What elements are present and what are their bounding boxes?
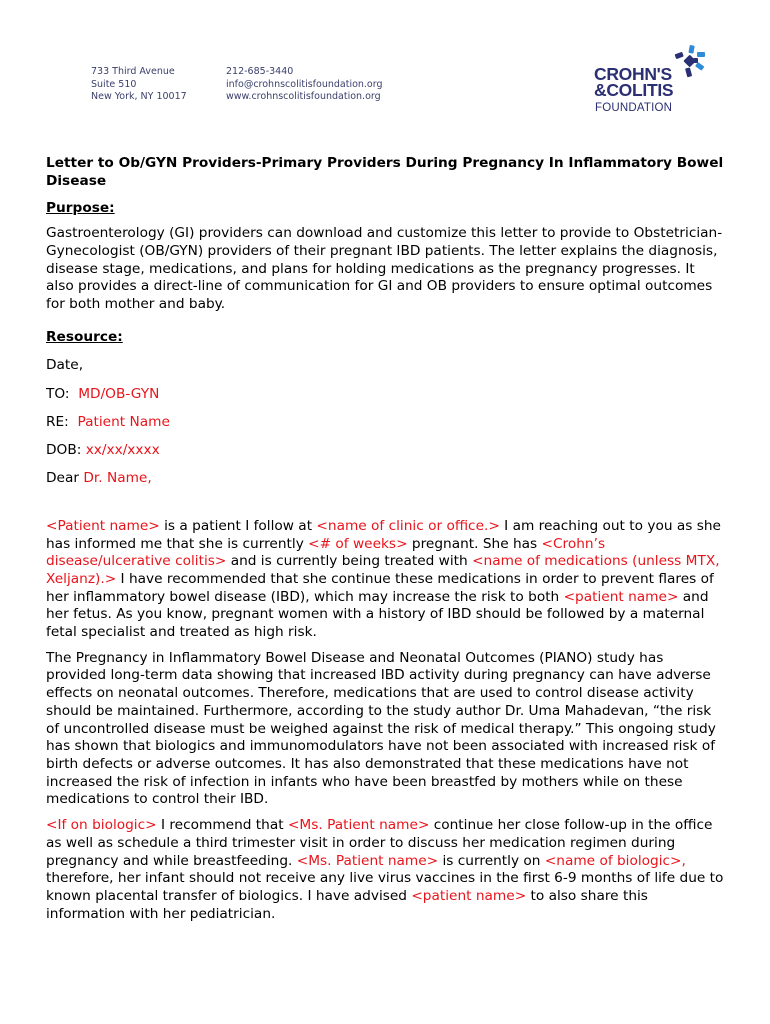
paragraph-3 [46, 817, 726, 923]
letter-body [46, 155, 726, 931]
foundation-address [91, 66, 187, 104]
dear-label: Dear [46, 470, 79, 487]
dob-label: DOB: [46, 441, 82, 458]
foundation-contact [226, 66, 383, 104]
placeholder-weeks: <# of weeks> [308, 535, 408, 552]
text-run: I am reaching out to you as she has informed me that she is currently [46, 517, 721, 552]
to-label: TO: [46, 385, 70, 402]
placeholder-medications: <name of medications (unless MTX, Xeljanz).> [46, 553, 720, 587]
contact-email: info@crohnscolitisfoundation.org [226, 78, 383, 90]
address-line-3: New York, NY 10017 [91, 91, 187, 102]
paragraph-2: The Pregnancy in Inflammatory Bowel Disease and Neonatal Outcomes (PIANO) study has provided long-term data showing that increased IBD activity during pregnancy can have adverse effects on neonatal outcomes. Therefore, medications that are used to control disease activity should be maintained. Furthermore, according to the study author Dr. Uma Mahadevan, “the risk of uncontrolled disease must be weighed against the risk of medical therapy.” This ongoing study has shown that biologics and immunomodulators have not been associated with increased risk of birth defects or adverse outcomes. It has also demonstrated that these medications have not increased the risk of infection in infants who have been breastfed by mothers while on these medications to control their IBD. [46, 649, 716, 808]
contact-phone: 212-685-3440 [226, 66, 294, 77]
re-placeholder: Patient Name [77, 413, 170, 430]
star-burst-icon [672, 44, 706, 78]
contact-website: www.crohnscolitisfoundation.org [226, 91, 381, 102]
salutation-line [46, 470, 726, 488]
text-run: to also share this information with her pediatrician. [46, 887, 648, 922]
purpose-text: Gastroenterology (GI) providers can download and customize this letter to provide to Obstetrician-Gynecologist (OB/GYN) providers of their pregnant IBD patients. The letter explains the diagnosis, disease stage, medications, and plans for holding medications as the pregnancy progresses. It also provides a direct-line of communication for GI and OB providers to ensure optimal outcomes for both mother and baby. [46, 225, 723, 312]
text-run: is currently on [438, 852, 545, 869]
dob-line [46, 442, 726, 460]
text-run: pregnant. She has [407, 535, 542, 552]
placeholder-disease: <Crohn’s disease/ulcerative colitis> [46, 535, 606, 570]
purpose-heading: Purpose: [46, 200, 115, 217]
to-line [46, 386, 726, 404]
date-line: Date, [46, 357, 84, 374]
dob-placeholder: xx/xx/xxxx [85, 441, 160, 458]
text-run: and is currently being treated with [226, 553, 473, 570]
placeholder-patient-name: <Patient name> [46, 517, 160, 534]
text-run: is a patient I follow at [159, 517, 317, 534]
placeholder-patient-name-3: <patient name> [411, 887, 527, 904]
text-run: therefore, her infant should not receive any live virus vaccines in the first 6-9 months of life due to known placental transfer of biologics. I have advised [46, 870, 724, 904]
placeholder-biologic-name: <name of biologic>, [544, 852, 686, 869]
placeholder-if-biologic: <If on biologic> [46, 817, 157, 834]
address-line-2: Suite 510 [91, 78, 137, 90]
text-run: and her fetus. As you know, pregnant women with a history of IBD should be followed by a maternal fetal specialist and treated as high risk. [46, 588, 709, 641]
dear-placeholder: Dr. Name, [83, 470, 152, 487]
text-run: I recommend that [156, 817, 288, 834]
placeholder-ms-patient: <Ms. Patient name> [287, 817, 430, 834]
logo-line-2: &COLITIS [594, 80, 674, 100]
placeholder-clinic: <name of clinic or office.> [316, 517, 500, 534]
text-run: I have recommended that she continue these medications in order to prevent flares of her inflammatory bowel disease (IBD), which may increase the risk to both [46, 570, 714, 605]
address-line-1: 733 Third Avenue [91, 66, 175, 77]
logo-line-1: CROHN'S [594, 64, 672, 84]
logo-wordmark [594, 66, 673, 98]
paragraph-1 [46, 518, 726, 642]
placeholder-ms-patient-2: <Ms. Patient name> [296, 852, 439, 869]
text-run: continue her close follow-up in the office as well as schedule a third trimester visit in order to discuss her medication regimen during pregnancy and while breastfeeding. [46, 817, 713, 869]
re-label: RE: [46, 413, 69, 430]
document-title: Letter to Ob/GYN Providers-Primary Providers During Pregnancy In Inflammatory Bowel Disease [46, 155, 724, 189]
re-line [46, 414, 726, 432]
resource-heading: Resource: [46, 328, 123, 345]
logo-line-3: FOUNDATION [595, 102, 673, 114]
to-placeholder: MD/OB-GYN [78, 385, 160, 402]
foundation-logo [594, 44, 714, 118]
placeholder-patient-name-2: <patient name> [563, 588, 679, 605]
